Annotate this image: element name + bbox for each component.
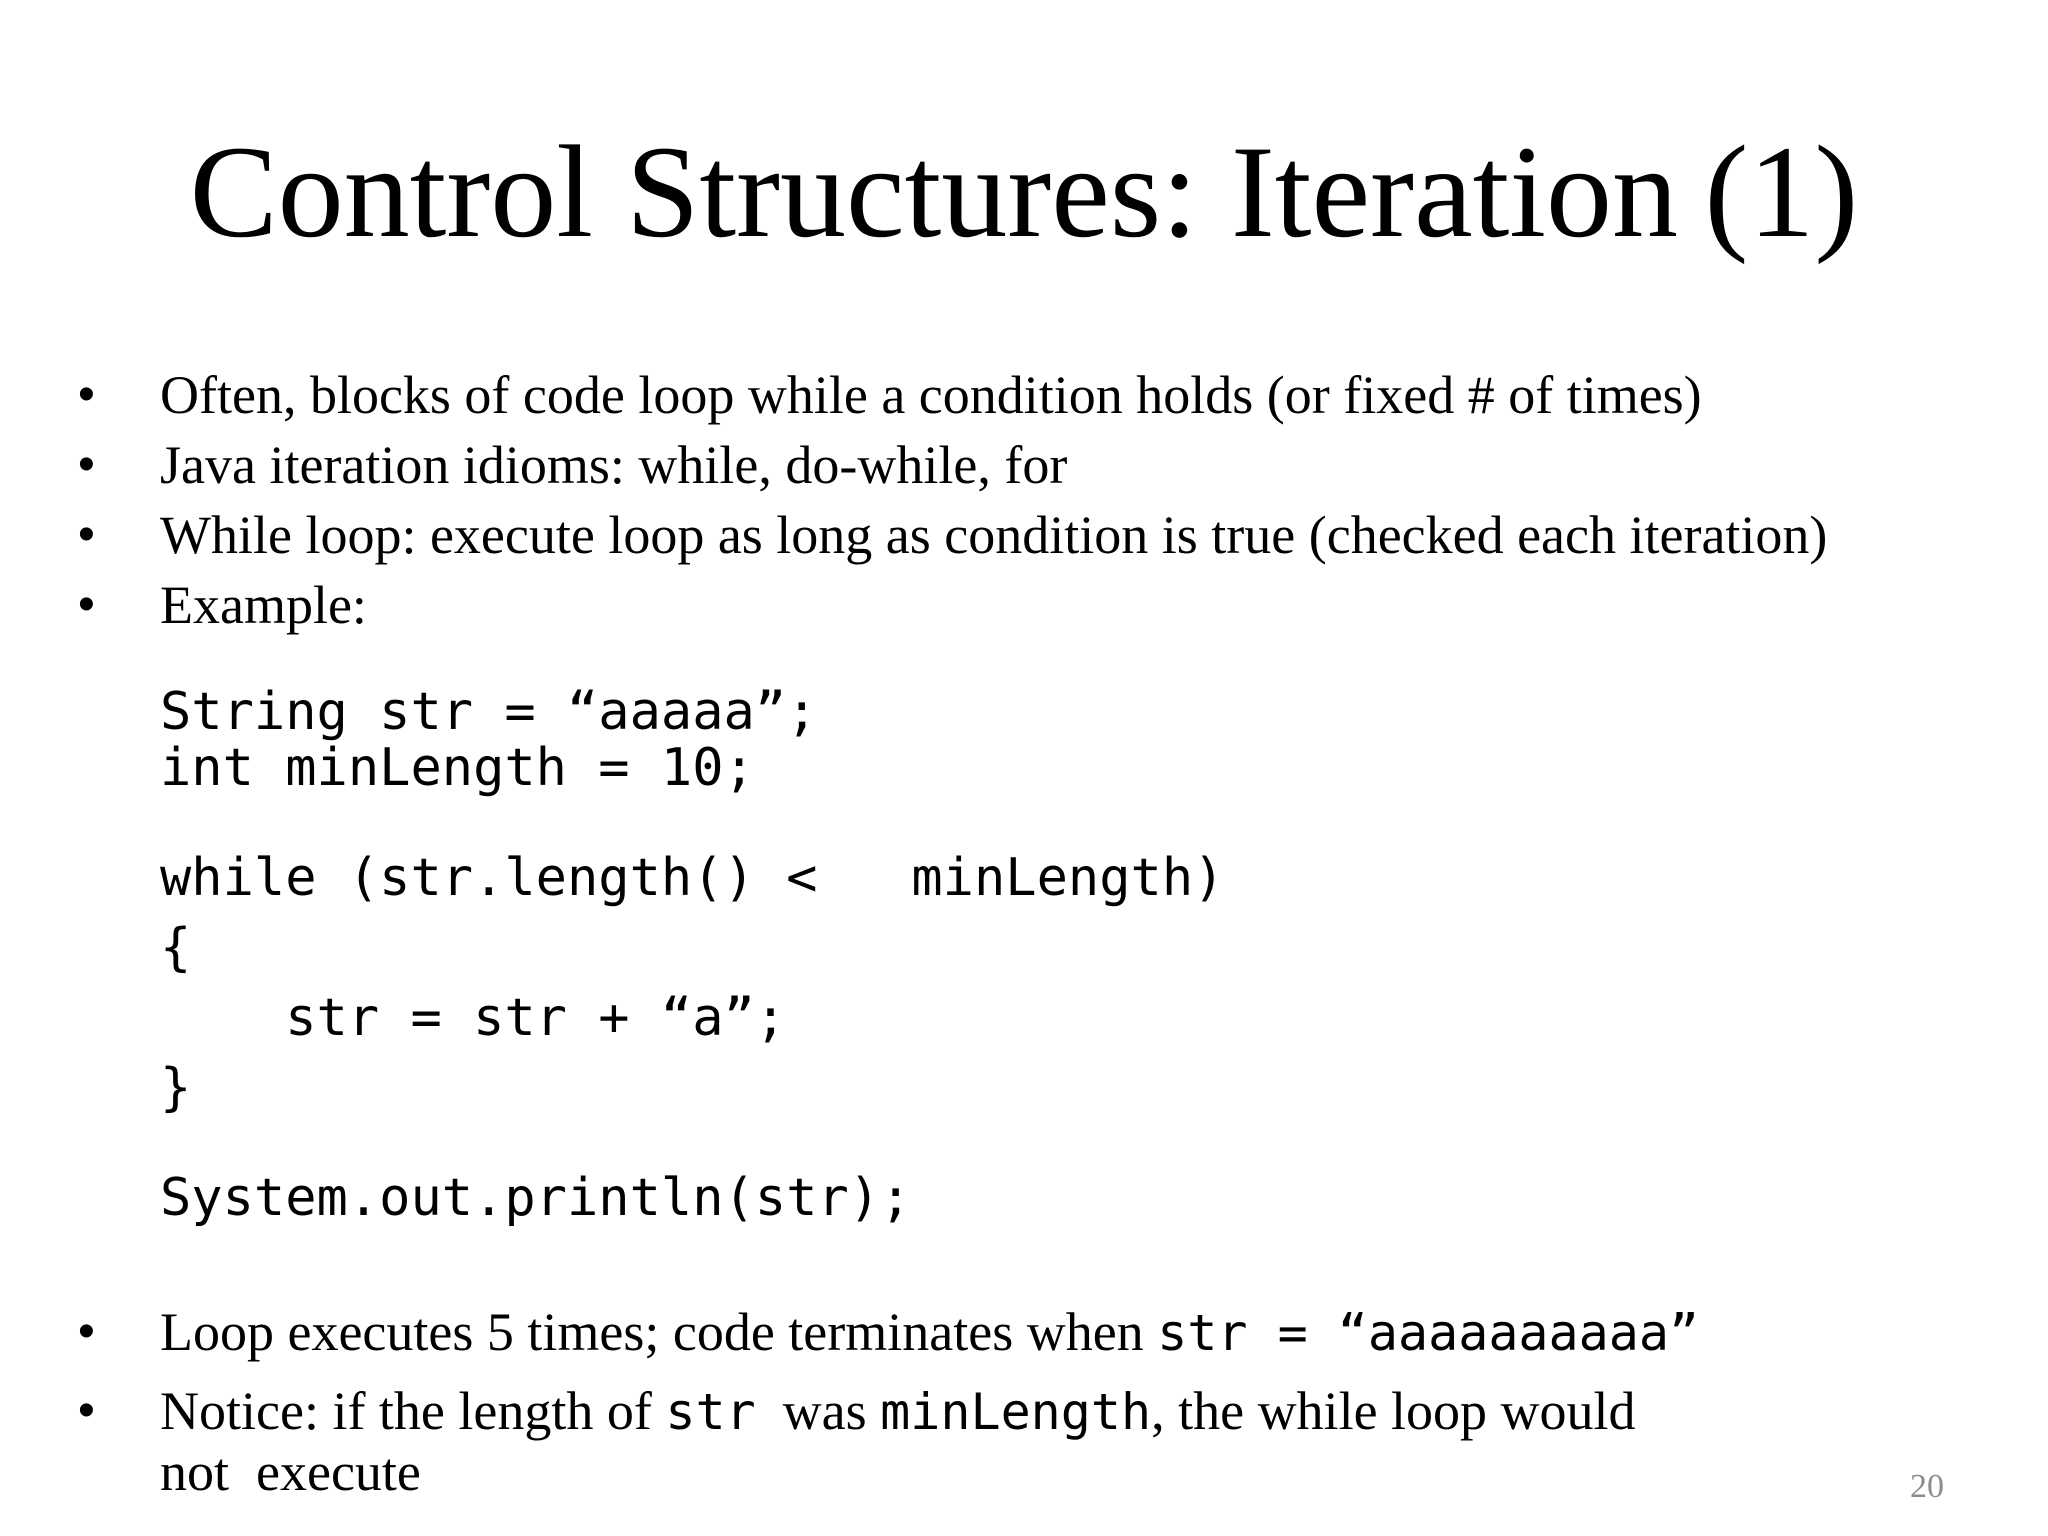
bullet-item [78,430,1998,500]
code-line: { [160,918,192,978]
bullet-text: was [755,1381,881,1441]
bullet-icon: • [78,438,95,491]
inline-code: minLength [880,1383,1152,1441]
bullet-text: Notice: if the length of [160,1381,666,1441]
code-line: str = str + “a”; [160,988,787,1048]
bullet-item [78,360,1998,430]
code-example [160,682,1225,1228]
bullet-text: not execute [160,1442,421,1502]
bottom-bullet-list [78,1302,1998,1502]
code-line: int minLength = 10; [160,738,755,798]
inline-code: str = “aaaaaaaaaa” [1157,1304,1700,1362]
bullet-icon: • [78,1305,95,1358]
bullet-item [78,570,1998,640]
bullet-list [78,360,1998,640]
bullet-text: Example: [160,575,367,635]
bullet-text: , the while loop would [1151,1381,1636,1441]
inline-code: str [665,1383,756,1441]
bullet-item [78,1381,1998,1442]
slide-title: Control Structures: Iteration (1) [189,118,1859,265]
bullet-icon: • [78,1384,95,1437]
bullet-text: Loop executes 5 times; code terminates when [160,1302,1158,1362]
bullet-icon: • [78,508,95,561]
bullet-icon: • [78,368,95,421]
bullet-item [78,1302,1998,1363]
bullet-text: Often, blocks of code loop while a condition holds (or fixed # of times) [160,365,1702,425]
code-line: System.out.println(str); [160,1168,912,1228]
page-number: 20 [1910,1468,1944,1505]
bullet-text: While loop: execute loop as long as condition is true (checked each iteration) [160,505,1828,565]
code-line: } [160,1058,192,1118]
code-line: String str = “aaaaa”; [160,682,818,742]
bullet-item [78,500,1998,570]
bullet-icon: • [78,578,95,631]
bullet-text: Java iteration idioms: while, do-while, for [160,435,1068,495]
bullet-continuation [78,1442,1998,1502]
code-line: while (str.length() < minLength) [160,848,1225,908]
